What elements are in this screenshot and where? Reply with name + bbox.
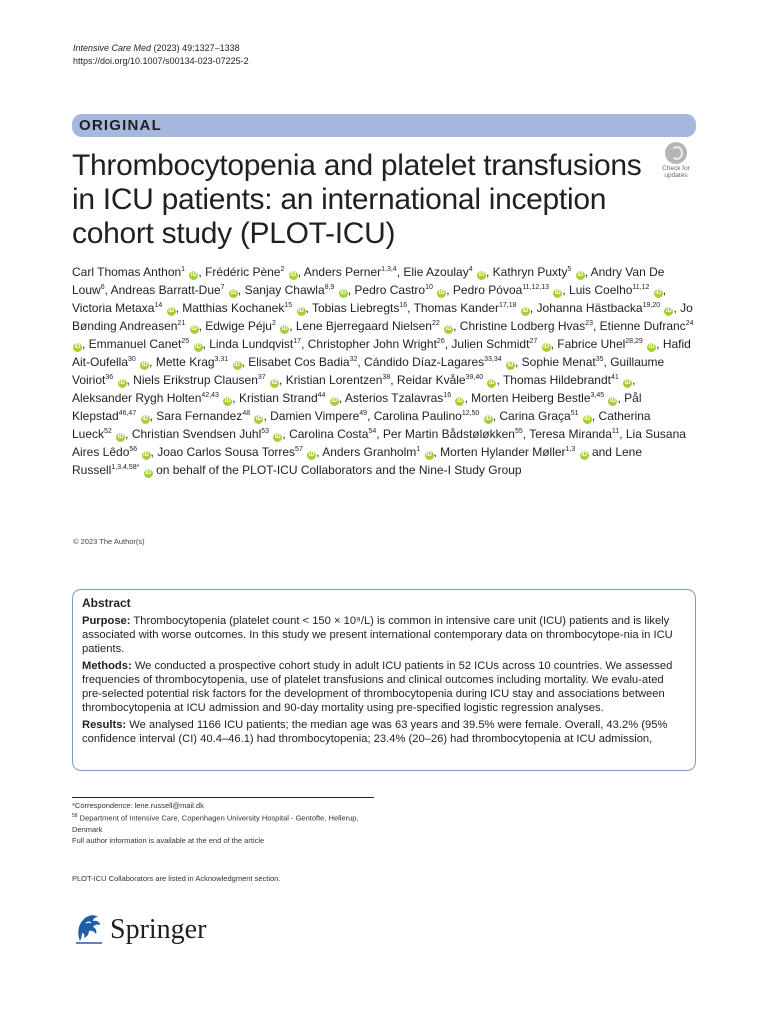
author-affiliation: 23 — [585, 320, 593, 327]
springer-horse-icon — [72, 910, 106, 946]
footnotes — [72, 797, 374, 846]
author-separator: , — [591, 409, 599, 423]
author-affiliation: 4 — [468, 266, 473, 273]
author-name: Sophie Menat — [521, 355, 596, 369]
author-name: Carolina Paulino — [373, 409, 462, 423]
orcid-icon[interactable]: iD — [478, 272, 485, 278]
orcid-icon[interactable]: iD — [143, 452, 150, 458]
check-updates-icon — [665, 142, 687, 164]
author-entry — [270, 409, 374, 423]
orcid-icon[interactable]: iD — [281, 326, 288, 332]
author-separator: , — [198, 265, 206, 279]
orcid-icon[interactable]: iD — [274, 434, 281, 440]
author-name: Sara Fernandez — [156, 409, 243, 423]
author-name: Lene Russell — [72, 445, 643, 477]
author-name: Christine Lodberg Hvas — [459, 319, 586, 333]
author-separator: , — [241, 355, 249, 369]
orcid-icon[interactable]: iD — [485, 416, 492, 422]
author-entry — [157, 445, 322, 459]
author-entry — [156, 355, 248, 369]
abstract-box — [72, 589, 696, 771]
author-affiliation: 36 — [105, 374, 114, 381]
orcid-icon[interactable]: iD — [609, 398, 616, 404]
author-entry — [239, 391, 345, 405]
author-separator: , — [584, 265, 591, 279]
author-entry — [383, 427, 529, 441]
author-separator: , — [338, 391, 345, 405]
author-separator: , — [592, 319, 600, 333]
author-entry — [374, 409, 500, 423]
orcid-icon[interactable]: iD — [142, 416, 149, 422]
author-separator: , — [446, 283, 453, 297]
author-entry — [245, 283, 355, 297]
article-title: Thrombocytopenia and platelet transfusions in ICU patients: an international inception cohort study (PLOT-ICU) — [72, 149, 642, 250]
author-entry — [403, 265, 492, 279]
author-entry — [182, 301, 312, 315]
author-separator: , — [522, 427, 530, 441]
full-author-info: Full author information is available at the end of the article — [72, 835, 265, 845]
orcid-icon[interactable]: iD — [507, 362, 514, 368]
author-name: Cándido Díaz-Lagares — [364, 355, 485, 369]
author-name: Pedro Póvoa — [452, 283, 523, 297]
copyright: © 2023 The Author(s) — [73, 537, 145, 546]
author-affiliation: 56 — [129, 446, 138, 453]
author-name: Morten Hylander Møller — [440, 445, 566, 459]
author-affiliation: 35 — [595, 356, 604, 363]
orcid-icon[interactable]: iD — [191, 326, 198, 332]
orcid-icon[interactable]: iD — [488, 380, 495, 386]
orcid-icon[interactable]: iD — [543, 344, 550, 350]
author-affiliation: 3,31 — [214, 356, 229, 363]
author-entry — [89, 337, 210, 351]
author-separator: , — [305, 301, 312, 315]
author-separator: , — [282, 427, 290, 441]
author-separator: , — [433, 445, 441, 459]
author-separator: , — [198, 319, 206, 333]
author-name: Jo Bønding Andreasen — [72, 301, 693, 333]
author-separator: , — [396, 265, 404, 279]
author-name: Carina Graça — [499, 409, 571, 423]
author-separator: , — [301, 337, 308, 351]
author-affiliation: 28,29 — [625, 338, 643, 345]
author-affiliation: 15 — [284, 302, 293, 309]
orcid-icon[interactable]: iD — [554, 290, 561, 296]
author-affiliation: 14 — [154, 302, 163, 309]
author-affiliation: 11,12 — [632, 284, 650, 291]
author-affiliation: 57 — [295, 446, 303, 453]
author-name: Niels Erikstrup Clausen — [133, 373, 258, 387]
author-name: Kathryn Puxty — [492, 265, 568, 279]
author-name: Sanjay Chawla — [244, 283, 325, 297]
author-affiliation: 12,50 — [461, 410, 480, 417]
author-entry — [286, 373, 397, 387]
author-name: Matthias Kochanek — [182, 301, 285, 315]
author-affiliation: 1,3 — [565, 446, 576, 453]
orcid-icon[interactable]: iD — [584, 416, 591, 422]
orcid-icon[interactable]: iD — [426, 452, 432, 458]
author-name: Christian Svendsen Juhl — [131, 427, 262, 441]
author-separator: , — [390, 373, 397, 387]
author-name: Andry Van De Louw — [72, 265, 665, 297]
orcid-icon[interactable]: iD — [190, 272, 197, 278]
author-affiliation: 5 — [567, 266, 572, 273]
orcid-icon[interactable]: iD — [648, 344, 655, 350]
author-name: Johanna Hästbacka — [536, 301, 643, 315]
author-name: Aleksander Rygh Holten — [72, 391, 202, 405]
journal-name: Intensive Care Med — [73, 43, 152, 53]
author-affiliation: 6 — [100, 284, 105, 291]
author-entry — [312, 301, 414, 315]
author-name: Anders Granholm — [322, 445, 417, 459]
author-affiliation: 16 — [443, 392, 452, 399]
author-affiliation: 37 — [257, 374, 266, 381]
author-affiliation: 48 — [242, 410, 251, 417]
author-affiliation: 1,3,4,58* — [111, 464, 140, 471]
author-separator: , — [529, 301, 537, 315]
author-affiliation: 1,3,4 — [381, 266, 397, 273]
author-entry — [133, 373, 286, 387]
author-name: Frédéric Pène — [205, 265, 281, 279]
author-affiliation: 33,34 — [484, 356, 502, 363]
author-affiliation: 11 — [611, 428, 620, 435]
check-for-updates-badge[interactable] — [656, 140, 696, 180]
author-separator: , — [126, 373, 134, 387]
abstract-purpose: Purpose: Thrombocytopenia (platelet count < 150 × 10⁹/L) is common in intensive care unit (ICU) patients and is likely associated with worse outcomes. In this study we present international contemporary data on thrombocytope-nia in ICU patients. — [82, 615, 673, 655]
author-entry — [72, 265, 205, 279]
author-name: Julien Schmidt — [451, 337, 530, 351]
author-entry — [460, 319, 600, 333]
doi-link[interactable]: https://doi.org/10.1007/s00134-023-07225-2 — [73, 56, 249, 66]
journal-citation — [73, 42, 249, 55]
journal-header — [73, 42, 249, 68]
orcid-icon[interactable]: iD — [145, 470, 152, 476]
author-name: Elisabet Cos Badia — [248, 355, 350, 369]
orcid-icon[interactable]: iD — [624, 380, 631, 386]
author-entry — [440, 445, 615, 459]
author-affiliation: 11,12,13 — [522, 284, 550, 291]
author-affiliation: 27 — [529, 338, 538, 345]
orcid-icon[interactable]: iD — [308, 452, 315, 458]
author-entry — [132, 427, 289, 441]
author-separator: , — [149, 355, 156, 369]
author-name: Morten Heiberg Bestle — [471, 391, 591, 405]
author-affiliation: 3,45 — [590, 392, 605, 399]
author-affiliation: 7 — [220, 284, 225, 291]
publisher-name: Springer — [110, 914, 207, 945]
author-separator: , — [444, 337, 452, 351]
author-affiliation: 17,18 — [498, 302, 517, 309]
author-separator: , — [562, 283, 570, 297]
author-entry — [453, 283, 569, 297]
journal-volume: (2023) 49:1327–1338 — [151, 43, 240, 53]
author-affiliation: 49 — [359, 410, 368, 417]
author-separator: , — [149, 409, 157, 423]
author-name: Andreas Barratt-Due — [110, 283, 221, 297]
author-entry — [364, 355, 522, 369]
author-affiliation: 32 — [349, 356, 358, 363]
author-entry — [345, 391, 471, 405]
author-name: Edwige Péju — [205, 319, 272, 333]
author-name: Linda Lundqvist — [209, 337, 294, 351]
author-affiliation: 51 — [570, 410, 579, 417]
orcid-icon[interactable]: iD — [195, 344, 202, 350]
author-affiliation: 53 — [261, 428, 270, 435]
orcid-icon[interactable]: iD — [119, 380, 125, 386]
author-entry — [522, 355, 611, 369]
author-separator: , — [603, 355, 611, 369]
author-separator: , — [656, 337, 663, 351]
author-separator: , — [175, 301, 183, 315]
correspondence: *Correspondence: lene.russell@mail.dk — [72, 801, 204, 810]
author-name: Pål Klepstad — [72, 391, 642, 423]
orcid-icon[interactable]: iD — [581, 452, 588, 458]
orcid-icon[interactable]: iD — [117, 434, 124, 440]
orcid-icon[interactable]: iD — [298, 308, 304, 314]
author-entry — [205, 265, 304, 279]
author-entry — [414, 301, 537, 315]
author-name: Elie Azoulay — [403, 265, 469, 279]
affiliation-58: $^{58}$ Department of Intensive Care, Copenhagen University Hospital - Gentofte, Hellerup, Denmark — [72, 813, 359, 834]
author-separator: , — [376, 427, 383, 441]
collaborators-note: PLOT-ICU Collaborators are listed in Acknowledgment section. — [72, 874, 281, 883]
author-separator: , — [515, 355, 522, 369]
check-updates-text: Check for updates — [662, 165, 690, 179]
author-separator: , — [347, 283, 355, 297]
authors-tail: on behalf of the PLOT-ICU Collaborators and the Nine-I Study Group — [156, 463, 522, 477]
author-separator: , — [297, 265, 304, 279]
author-name: Guillaume Voiriot — [72, 355, 665, 387]
author-entry — [557, 337, 663, 351]
author-entry — [499, 409, 598, 423]
author-entry — [248, 355, 364, 369]
author-name: Teresa Miranda — [529, 427, 612, 441]
orcid-icon[interactable]: iD — [445, 326, 452, 332]
author-separator: , — [662, 283, 667, 297]
author-affiliation: 41 — [611, 374, 619, 381]
orcid-icon[interactable]: iD — [74, 344, 81, 350]
author-separator: , — [367, 409, 374, 423]
orcid-icon[interactable]: iD — [224, 398, 231, 404]
author-name: Lene Bjerregaard Nielsen — [295, 319, 432, 333]
abstract-heading: Abstract — [82, 596, 131, 610]
author-name: Victoria Metaxa — [72, 301, 155, 315]
author-name: Per Martin Bådstøløkken — [382, 427, 515, 441]
author-name: Carolina Costa — [289, 427, 369, 441]
author-entry — [72, 391, 239, 405]
author-entry — [322, 445, 440, 459]
author-separator: , — [464, 391, 472, 405]
author-entry — [451, 337, 557, 351]
author-separator: and — [588, 445, 616, 459]
author-separator: , — [550, 337, 558, 351]
author-separator: , — [104, 283, 111, 297]
author-name: Thomas Kander — [413, 301, 499, 315]
author-name: Fabrice Uhel — [557, 337, 626, 351]
author-entry — [304, 265, 404, 279]
author-entry — [503, 373, 636, 387]
author-affiliation: 52 — [104, 428, 112, 435]
orcid-icon[interactable]: iD — [438, 290, 445, 296]
author-separator: , — [237, 283, 245, 297]
article-type-banner — [72, 114, 696, 137]
author-affiliation: 19,20 — [642, 302, 661, 309]
author-affiliation: 55 — [514, 428, 523, 435]
author-name: Joao Carlos Sousa Torres — [157, 445, 296, 459]
orcid-icon[interactable]: iD — [522, 308, 529, 314]
author-name: Hafid Ait-Oufella — [72, 337, 691, 369]
author-entry — [471, 391, 624, 405]
orcid-icon[interactable]: iD — [577, 272, 584, 278]
article-type-label: ORIGINAL — [79, 117, 162, 134]
author-separator: , — [150, 445, 158, 459]
author-name: Anders Perner — [303, 265, 382, 279]
author-separator: , — [617, 391, 625, 405]
author-affiliation: 8,9 — [324, 284, 335, 291]
abstract-methods: Methods: We conducted a prospective cohort study in adult ICU patients in 52 ICUs across 10 countries. We assessed frequencies of thrombocytopenia, use of platelet transfusions and clinical outcomes including mortality. We evalu-ated pre-selected potential risk factors for the development of thrombocytopenia during ICU stay and associations between thrombocytopenia at ICU admission and 90-day mortality using pre-specified logistic regression analyses. — [82, 660, 673, 714]
author-separator: , — [82, 337, 89, 351]
author-separator: , — [619, 427, 626, 441]
author-name: Damien Vimpere — [270, 409, 360, 423]
author-name: Carl Thomas Anthon — [72, 265, 182, 279]
author-affiliation: 17 — [293, 338, 302, 345]
author-separator: , — [316, 445, 323, 459]
author-entry — [205, 319, 296, 333]
author-name: Tobias Liebregts — [311, 301, 400, 315]
author-affiliation: 24 — [685, 320, 694, 327]
author-affiliation: 1 — [416, 446, 421, 453]
author-affiliation: 30 — [128, 356, 136, 363]
orcid-icon[interactable]: iD — [655, 290, 662, 296]
author-entry — [296, 319, 460, 333]
author-separator: , — [202, 337, 210, 351]
author-entry — [529, 427, 626, 441]
author-name: Etienne Dufranc — [599, 319, 686, 333]
author-entry — [209, 337, 308, 351]
author-affiliation: 26 — [436, 338, 445, 345]
author-affiliation: 44 — [317, 392, 326, 399]
author-affiliation: 2 — [280, 266, 285, 273]
orcid-icon[interactable]: iD — [255, 416, 262, 422]
orcid-icon[interactable]: iD — [271, 380, 278, 386]
author-affiliation: 22 — [431, 320, 440, 327]
orcid-icon[interactable]: iD — [234, 362, 241, 368]
author-separator: , — [125, 427, 132, 441]
author-entry — [537, 301, 681, 315]
author-separator: , — [673, 301, 681, 315]
author-name: Kristian Strand — [238, 391, 318, 405]
author-entry — [493, 265, 591, 279]
author-name: Catherina Lueck — [72, 409, 651, 441]
author-name: Asterios Tzalavras — [344, 391, 444, 405]
author-affiliation: 42,43 — [201, 392, 219, 399]
orcid-icon[interactable]: iD — [665, 308, 672, 314]
author-name: Thomas Hildebrandt — [502, 373, 611, 387]
author-separator: , — [263, 409, 271, 423]
author-entry — [111, 283, 245, 297]
author-entry — [354, 283, 453, 297]
author-separator: , — [232, 391, 239, 405]
abstract-results: Results: We analysed 1166 ICU patients; the median age was 63 years and 39.5% were female. Overall, 43.2% (95% confidence interval (CI) 40.4–46.1) had thrombocytopenia; 23.4% (20–26) had thrombocytopenia at ICU admission, — [82, 719, 668, 745]
author-separator: , — [632, 373, 636, 387]
author-name: Lia Susana Aires Lêdo — [72, 427, 686, 459]
author-affiliation: 10 — [425, 284, 433, 291]
author-name: Reidar Kvåle — [396, 373, 466, 387]
author-separator: , — [485, 265, 493, 279]
author-affiliation: 39,40 — [465, 374, 484, 381]
author-separator: , — [279, 373, 286, 387]
author-list — [72, 263, 697, 479]
author-name: Pedro Castro — [354, 283, 426, 297]
author-separator: , — [289, 319, 296, 333]
author-entry — [289, 427, 383, 441]
author-entry — [569, 283, 666, 297]
author-entry — [308, 337, 452, 351]
author-entry — [156, 409, 270, 423]
orcid-icon[interactable]: iD — [456, 398, 463, 404]
author-affiliation: 25 — [181, 338, 190, 345]
author-separator: , — [453, 319, 460, 333]
author-affiliation: 2 — [271, 320, 276, 327]
author-affiliation: 21 — [177, 320, 186, 327]
author-entry — [397, 373, 503, 387]
author-name: Kristian Lorentzen — [285, 373, 383, 387]
orcid-icon[interactable]: iD — [340, 290, 347, 296]
author-name: Luis Coelho — [569, 283, 633, 297]
author-entry — [72, 301, 182, 315]
orcid-icon[interactable]: iD — [290, 272, 297, 278]
orcid-icon[interactable]: iD — [141, 362, 148, 368]
author-affiliation: 54 — [368, 428, 377, 435]
author-separator: , — [407, 301, 414, 315]
orcid-icon[interactable]: iD — [331, 398, 338, 404]
author-affiliation: 38 — [382, 374, 391, 381]
author-separator: , — [357, 355, 365, 369]
orcid-icon[interactable]: iD — [230, 290, 237, 296]
author-name: Mette Krag — [155, 355, 215, 369]
author-separator: , — [496, 373, 503, 387]
author-affiliation: 46,47 — [118, 410, 137, 417]
author-affiliation: 16 — [399, 302, 408, 309]
author-separator: , — [492, 409, 500, 423]
author-name: Christopher John Wright — [307, 337, 437, 351]
author-name: Emmanuel Canet — [88, 337, 182, 351]
orcid-icon[interactable]: iD — [168, 308, 175, 314]
author-affiliation: 1 — [181, 266, 186, 273]
